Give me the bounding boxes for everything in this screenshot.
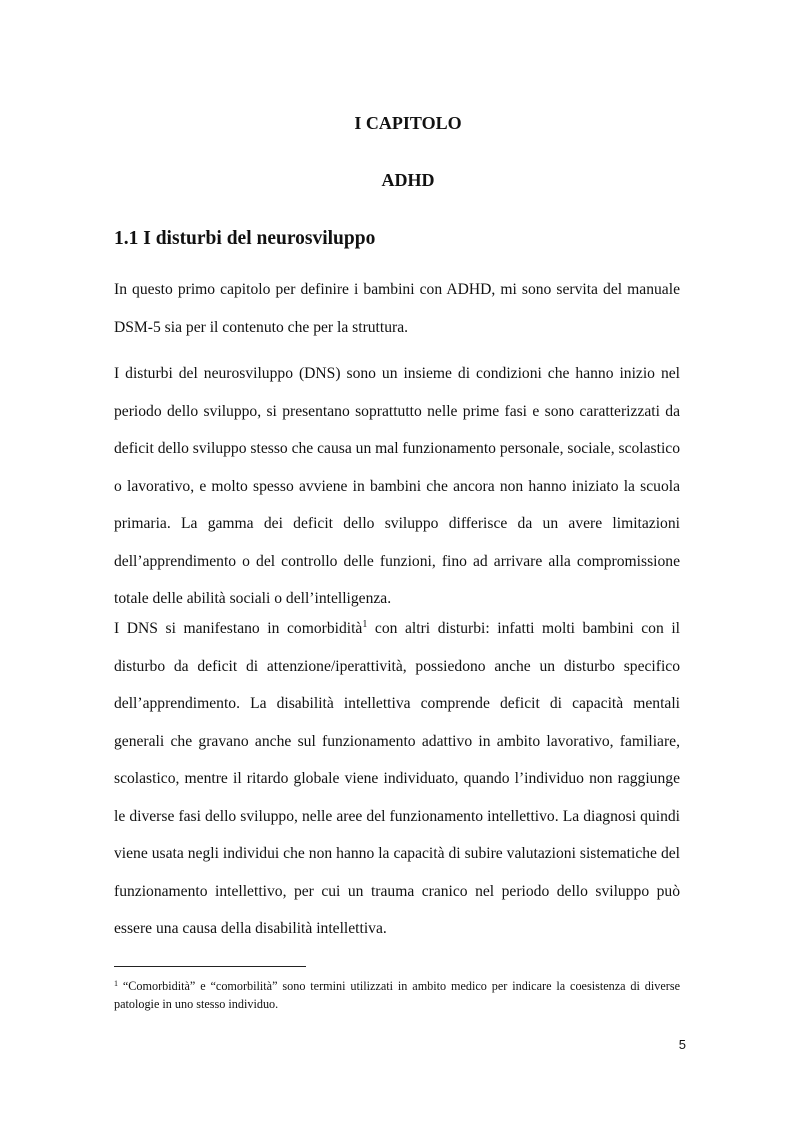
- footnote-separator: [114, 966, 306, 967]
- paragraph-comorbidity-text-start: I DNS si manifestano in comorbidità: [114, 620, 363, 637]
- chapter-title: I CAPITOLO: [354, 113, 462, 133]
- paragraph-comorbidity: [114, 610, 680, 948]
- section-heading: 1.1 I disturbi del neurosviluppo: [114, 228, 376, 249]
- paragraph-intro: In questo primo capitolo per definire i bambini con ADHD, mi sono servita del manuale DSM-5 sia per il contenuto che per la struttura.: [114, 281, 680, 336]
- footnote: [114, 977, 680, 1013]
- footnote-reference[interactable]: 1: [362, 619, 368, 630]
- page-number: 5: [678, 1037, 686, 1052]
- footnote-number: 1: [114, 979, 118, 988]
- paragraph-definition: I disturbi del neurosviluppo (DNS) sono un insieme di condizioni che hanno inizio nel periodo dello sviluppo, si presentano soprattutto nelle prime fasi e sono caratterizzati da deficit dello sviluppo stesso che causa un mal funzionamento personale, sociale, scolastico o lavorativo, e molto spesso avviene in bambini che ancora non hanno iniziato la scuola primaria. La gamma dei deficit dello sviluppo differisce da un avere limitazioni dell’apprendimento o del controllo delle funzioni, fino ad arrivare alla compromissione totale delle abilità sociali o dell’intelligenza.: [114, 365, 680, 607]
- footnote-text: “Comorbidità” e “comorbilità” sono termini utilizzati in ambito medico per indicare la coesistenza di diverse patologie in uno stesso individuo.: [114, 979, 680, 1011]
- paragraph-comorbidity-text-end: con altri disturbi: infatti molti bambini con il disturbo da deficit di attenzione/iperattività, possiedono anche un disturbo specifico dell’apprendimento. La disabilità intellettiva comprende deficit di capacità mentali generali che gravano anche sul funzionamento adattivo in ambito lavorativo, familiare, scolastico, mentre il ritardo globale viene individuato, quando l’individuo non raggiunge le diverse fasi dello sviluppo, nelle aree del funzionamento intellettivo. La diagnosi quindi viene usata negli individui che non hanno la capacità di subire valutazioni sistematiche del funzionamento intellettivo, per cui un trauma cranico nel periodo dello sviluppo può essere una causa della disabilità intellettiva.: [114, 620, 680, 937]
- chapter-subtitle: ADHD: [381, 170, 435, 190]
